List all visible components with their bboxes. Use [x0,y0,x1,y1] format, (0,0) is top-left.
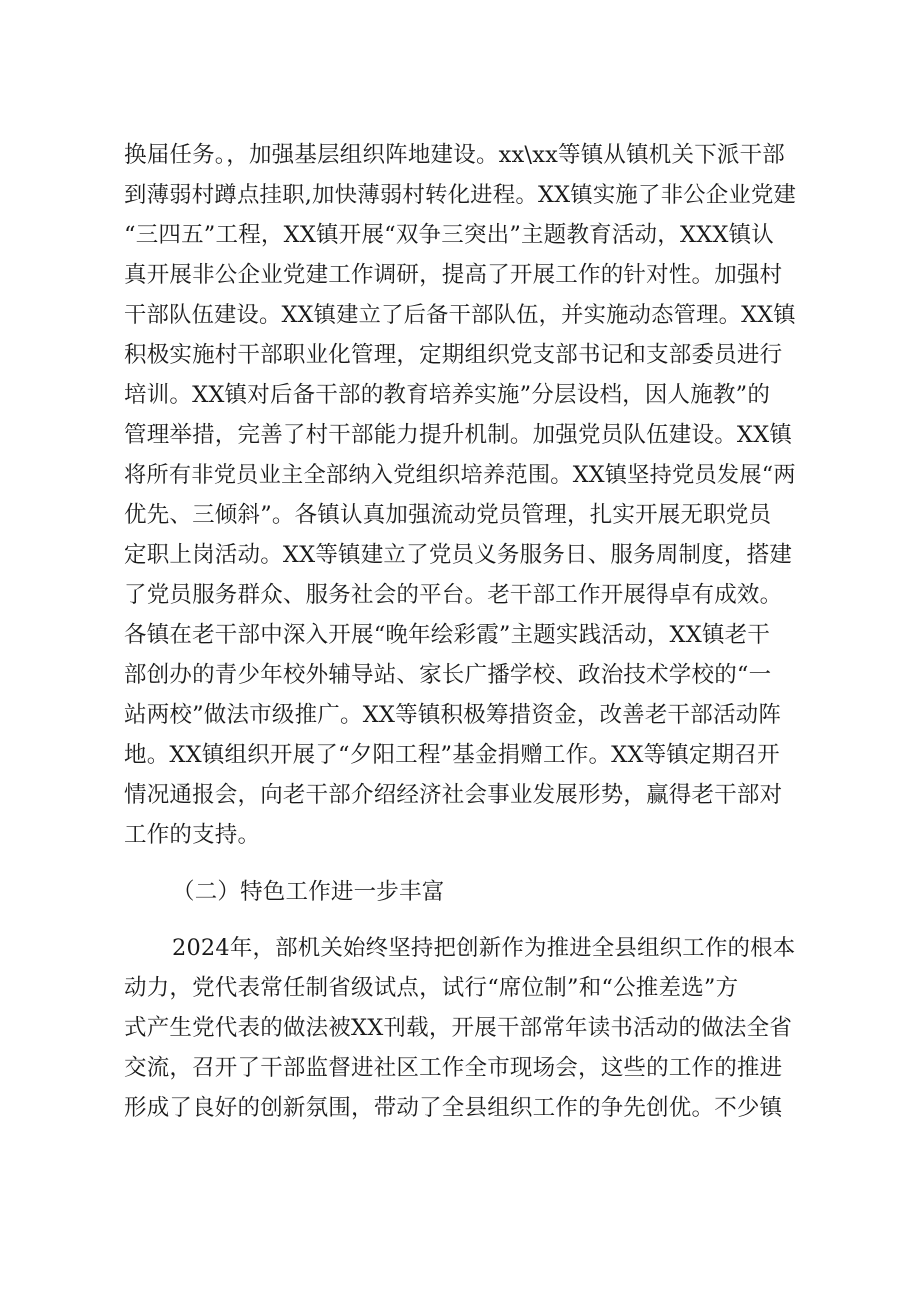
body-text-line: 将所有非党员业主全部纳入党组织培养范围。XX镇坚持党员发展“两 [124,462,796,488]
body-text-line: 地。XX镇组织开展了“夕阳工程”基金捐赠工作。XX等镇定期召开 [124,742,780,768]
section-heading: （二）特色工作进一步丰富 [172,879,445,905]
body-text-line: 了党员服务群众、服务社会的平台。老干部工作开展得卓有成效。 [124,582,783,608]
body-text-line: 交流，召开了干部监督进社区工作全市现场会，这些的工作的推进 [124,1055,783,1081]
body-text-line: 2024年，部机关始终坚持把创新作为推进全县组织工作的根本 [172,935,796,961]
body-text-line: 工作的支持。 [124,822,261,848]
body-text-line: 换届任务。，加强基层组织阵地建设。xx\xx等镇从镇机关下派干部 [124,142,785,168]
body-text-line: 真开展非公企业党建工作调研，提高了开展工作的针对性。加强村 [124,262,783,288]
body-text-line: 定职上岗活动。XX等镇建立了党员义务服务日、服务周制度，搭建 [124,542,793,568]
body-text-line: 形成了良好的创新氛围，带动了全县组织工作的争先创优。不少镇 [124,1095,783,1121]
body-text-line: 积极实施村干部职业化管理，定期组织党支部书记和支部委员进行 [124,342,783,368]
body-text-line: 站两校”做法市级推广。XX等镇积极筹措资金，改善老干部活动阵 [124,702,782,728]
body-text-line: 部创办的青少年校外辅导站、家长广播学校、政治技术学校的“一 [124,662,772,688]
body-text-line: 培训。XX镇对后备干部的教育培养实施”分层设档，因人施教”的 [124,382,771,408]
body-text-line: “三四五”工程，XX镇开展“双争三突出”主题教育活动，XXX镇认 [124,222,775,248]
body-text-line: 情况通报会，向老干部介绍经济社会事业发展形势，赢得老干部对 [124,782,783,808]
body-text-line: 干部队伍建设。XX镇建立了后备干部队伍，并实施动态管理。XX镇 [124,302,796,328]
body-text-line: 式产生党代表的做法被XX刊载，开展干部常年读书活动的做法全省 [124,1015,793,1041]
body-text-line: 各镇在老干部中深入开展“晚年绘彩霞”主题实践活动，XX镇老干 [124,622,771,648]
body-text-line: 管理举措，完善了村干部能力提升机制。加强党员队伍建设。XX镇 [124,422,793,448]
body-text-line: 动力，党代表常任制省级试点，试行“席位制”和“公推差选”方 [124,975,739,1001]
body-text-line: 优先、三倾斜”。各镇认真加强流动党员管理，扎实开展无职党员 [124,502,772,528]
body-text-line: 到薄弱村蹲点挂职,加快薄弱村转化进程。XX镇实施了非公企业党建 [124,182,797,208]
